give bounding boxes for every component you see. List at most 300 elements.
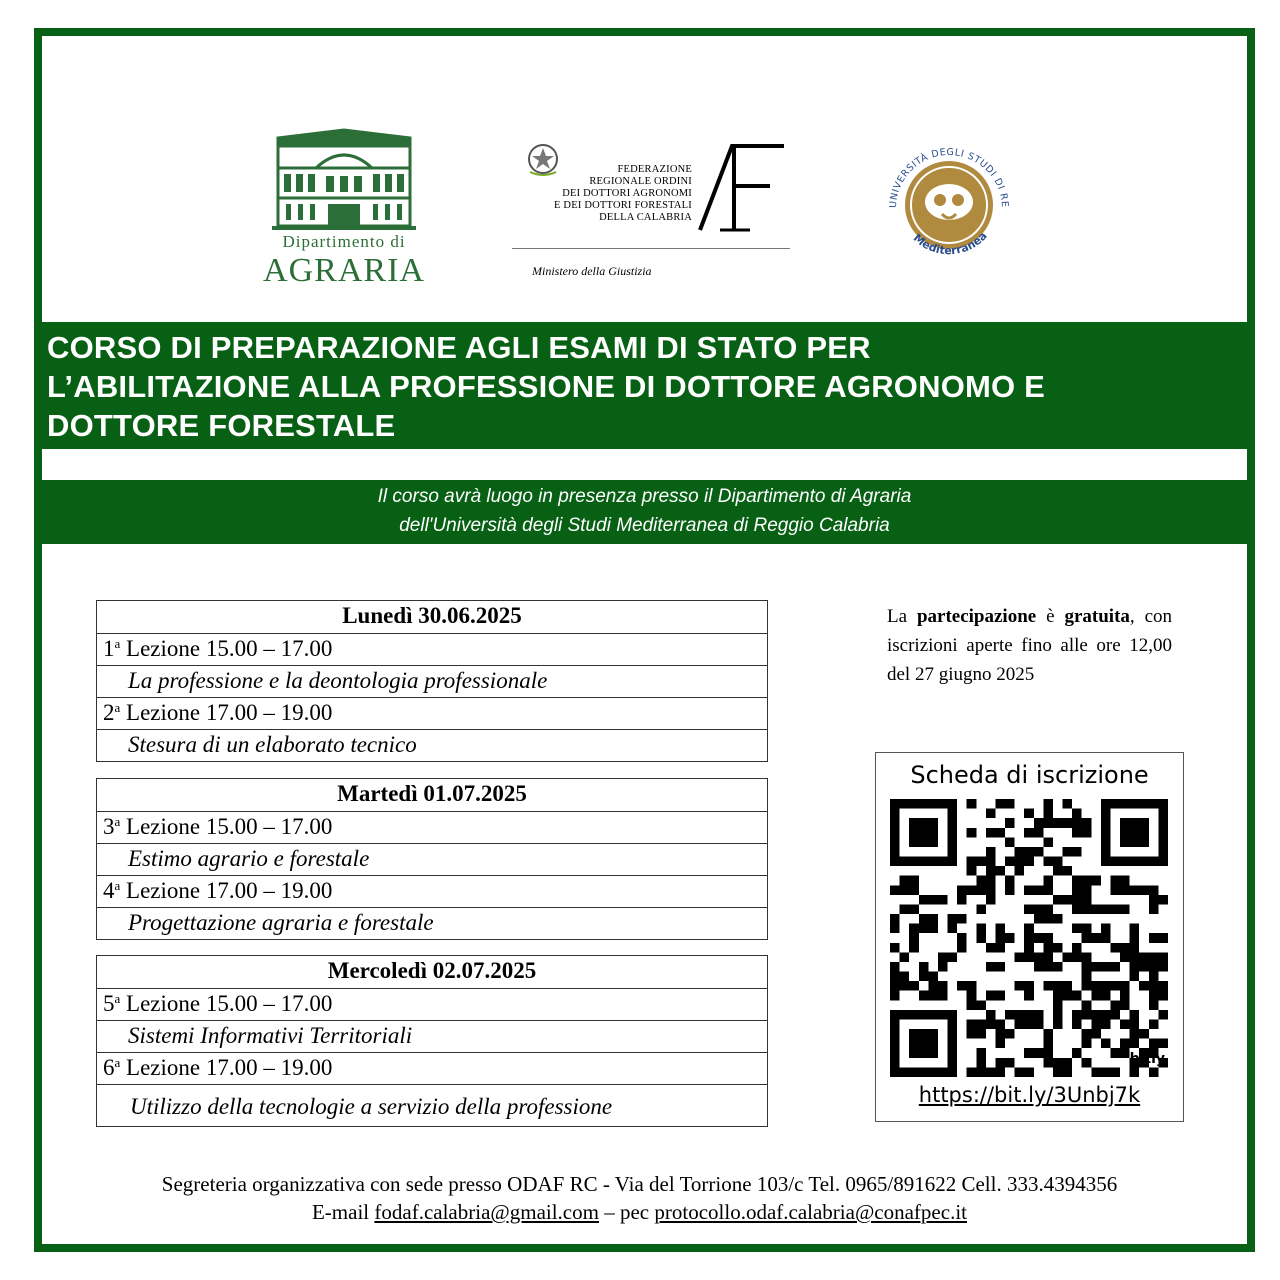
qr-module xyxy=(1024,847,1034,857)
qr-module xyxy=(948,924,958,934)
agraria-building-icon xyxy=(256,128,432,232)
qr-module xyxy=(976,924,986,934)
qr-module xyxy=(1139,952,1149,962)
schedule-day-table xyxy=(96,600,768,762)
agraria-logo-line2: AGRARIA xyxy=(263,252,425,289)
qr-module xyxy=(1158,895,1168,905)
qr-module xyxy=(1120,1019,1130,1029)
qr-module xyxy=(957,943,967,953)
qr-module xyxy=(1053,895,1063,905)
qr-module xyxy=(1005,933,1015,943)
federazione-text xyxy=(542,164,692,224)
qr-module xyxy=(1024,924,1034,934)
qr-module xyxy=(1053,866,1063,876)
qr-module xyxy=(1139,885,1149,895)
qr-module xyxy=(1082,828,1092,838)
qr-module xyxy=(909,924,919,934)
qr-module xyxy=(1101,962,1111,972)
qr-module xyxy=(1063,818,1073,828)
qr-module xyxy=(948,1058,958,1068)
venue-info xyxy=(42,480,1247,544)
qr-module xyxy=(1091,1029,1101,1039)
qr-module xyxy=(986,828,996,838)
qr-module xyxy=(1072,1048,1082,1058)
lesson-number: 4 xyxy=(103,878,115,903)
qr-module xyxy=(1101,809,1111,819)
qr-module xyxy=(986,1019,996,1029)
qr-module xyxy=(948,1010,958,1020)
qr-module xyxy=(1072,847,1082,857)
lesson-time: Lezione 15.00 – 17.00 xyxy=(120,814,333,839)
qr-module xyxy=(1053,1010,1063,1020)
qr-module xyxy=(1024,1067,1034,1077)
qr-module xyxy=(938,962,948,972)
qr-module xyxy=(1024,1019,1034,1029)
qr-module xyxy=(1063,991,1073,1001)
qr-module xyxy=(890,818,900,828)
lesson-topic: Progettazione agraria e forestale xyxy=(97,907,767,939)
qr-module xyxy=(976,876,986,886)
qr-module xyxy=(1072,943,1082,953)
qr-module xyxy=(1120,818,1130,828)
qr-module xyxy=(1024,857,1034,867)
qr-module xyxy=(938,952,948,962)
qr-module xyxy=(995,799,1005,809)
qr-module xyxy=(938,981,948,991)
lesson-ordinal: a xyxy=(114,700,121,715)
qr-module xyxy=(1024,991,1034,1001)
qr-module xyxy=(967,1029,977,1039)
qr-module xyxy=(909,933,919,943)
qr-module xyxy=(1005,1058,1015,1068)
qr-module xyxy=(1110,962,1120,972)
qr-module xyxy=(1034,962,1044,972)
qr-module xyxy=(1120,1039,1130,1049)
qr-module xyxy=(948,837,958,847)
qr-module xyxy=(928,1048,938,1058)
qr-module xyxy=(1024,828,1034,838)
email-link[interactable]: fodaf.calabria@gmail.com xyxy=(374,1200,599,1224)
footer-address: Segreteria organizzativa con sede presso ODAF RC - Via del Torrione 103/c Tel. 0965/891622 Cell. 333.4394356 xyxy=(161,1172,1118,1196)
qr-module xyxy=(900,952,910,962)
qr-module xyxy=(1101,1039,1111,1049)
qr-module xyxy=(1101,981,1111,991)
qr-module xyxy=(967,885,977,895)
qr-module xyxy=(1053,991,1063,1001)
qr-module xyxy=(1110,943,1120,953)
qr-module xyxy=(995,933,1005,943)
qr-module xyxy=(976,1029,986,1039)
qr-module xyxy=(1005,818,1015,828)
qr-module xyxy=(995,1019,1005,1029)
qr-module xyxy=(900,972,910,982)
qr-module xyxy=(1043,933,1053,943)
qr-module xyxy=(1091,1019,1101,1029)
qr-module xyxy=(900,885,910,895)
qr-module xyxy=(928,1067,938,1077)
qr-module xyxy=(1015,857,1025,867)
qr-module xyxy=(909,1039,919,1049)
qr-module xyxy=(1091,904,1101,914)
qr-module xyxy=(928,818,938,828)
qr-module xyxy=(1082,1010,1092,1020)
qr-module xyxy=(938,1010,948,1020)
qr-module xyxy=(928,895,938,905)
qr-module xyxy=(1072,904,1082,914)
qr-module xyxy=(890,1019,900,1029)
federazione-line: FEDERAZIONE xyxy=(617,164,692,175)
qr-module xyxy=(976,1000,986,1010)
qr-module xyxy=(1063,895,1073,905)
qr-module xyxy=(1053,1067,1063,1077)
qr-module xyxy=(1034,952,1044,962)
qr-module xyxy=(928,1029,938,1039)
qr-module xyxy=(1139,1029,1149,1039)
lion-seal-icon xyxy=(874,130,1024,280)
qr-module xyxy=(1120,837,1130,847)
qr-module xyxy=(1082,904,1092,914)
qr-module xyxy=(948,818,958,828)
qr-module xyxy=(948,1019,958,1029)
venue-info-line: Il corso avrà luogo in presenza presso il Dipartimento di Agraria xyxy=(377,486,912,507)
qr-module xyxy=(900,799,910,809)
qr-module xyxy=(909,1067,919,1077)
qr-module xyxy=(890,1029,900,1039)
qr-module xyxy=(957,981,967,991)
qr-module xyxy=(1043,1029,1053,1039)
qr-module xyxy=(1101,924,1111,934)
qr-module xyxy=(890,809,900,819)
qr-module xyxy=(1149,972,1159,982)
qr-module xyxy=(1043,904,1053,914)
qr-module xyxy=(1053,1058,1063,1068)
qr-module xyxy=(948,809,958,819)
qr-module xyxy=(986,1067,996,1077)
qr-module xyxy=(1072,809,1082,819)
qr-module xyxy=(890,799,900,809)
qr-module xyxy=(890,1010,900,1020)
qr-module xyxy=(995,828,1005,838)
qr-module xyxy=(967,1019,977,1029)
qr-module xyxy=(1005,876,1015,886)
qr-module xyxy=(976,904,986,914)
qr-module xyxy=(1110,885,1120,895)
qr-module xyxy=(1149,981,1159,991)
qr-module xyxy=(1034,818,1044,828)
qr-module xyxy=(928,981,938,991)
qr-module xyxy=(1120,981,1130,991)
lesson-row xyxy=(97,811,767,843)
qr-module xyxy=(986,991,996,1001)
qr-module xyxy=(1072,828,1082,838)
qr-module xyxy=(1043,943,1053,953)
qr-module xyxy=(1082,972,1092,982)
qr-module xyxy=(909,1048,919,1058)
qr-module xyxy=(1053,914,1063,924)
qr-module xyxy=(1015,866,1025,876)
qr-module xyxy=(909,828,919,838)
qr-module xyxy=(919,818,929,828)
lesson-number: 5 xyxy=(103,991,115,1016)
participation-bold: gratuita xyxy=(1064,606,1130,627)
qr-module xyxy=(1149,952,1159,962)
qr-module xyxy=(1015,952,1025,962)
qr-module xyxy=(938,857,948,867)
qr-module xyxy=(890,857,900,867)
participation-text: La xyxy=(887,606,917,627)
qr-module xyxy=(1149,933,1159,943)
qr-module xyxy=(1082,981,1092,991)
qr-module xyxy=(1024,943,1034,953)
qr-module xyxy=(909,904,919,914)
qr-module xyxy=(986,943,996,953)
day-heading: Martedì 01.07.2025 xyxy=(337,781,527,806)
qr-module xyxy=(1034,828,1044,838)
qr-module xyxy=(938,895,948,905)
registration-link[interactable]: https://bit.ly/3Unbj7k xyxy=(918,1083,1141,1107)
qr-module xyxy=(1139,837,1149,847)
qr-module xyxy=(890,1048,900,1058)
qr-module xyxy=(1024,1048,1034,1058)
qr-module xyxy=(919,1048,929,1058)
course-title xyxy=(42,322,1247,449)
qr-module xyxy=(1072,924,1082,934)
lesson-time: Lezione 17.00 – 19.00 xyxy=(120,878,333,903)
qr-module xyxy=(919,828,929,838)
qr-module xyxy=(1024,981,1034,991)
qr-module xyxy=(1082,952,1092,962)
af-monogram-icon xyxy=(698,142,788,234)
seal-ring-text: UNIVERSITÀ DEGLI STUDI DI RE xyxy=(887,146,1011,209)
qr-module xyxy=(1120,857,1130,867)
qr-module xyxy=(1130,933,1140,943)
qr-module xyxy=(890,885,900,895)
qr-module xyxy=(890,962,900,972)
lesson-number: 2 xyxy=(103,700,115,725)
day-heading: Lunedì 30.06.2025 xyxy=(342,603,522,628)
lesson-ordinal: a xyxy=(114,1055,121,1070)
qr-module xyxy=(1053,1019,1063,1029)
federazione-line: E DEI DOTTORI FORESTALI xyxy=(553,200,692,211)
qr-module xyxy=(909,799,919,809)
qr-module xyxy=(1063,1058,1073,1068)
qr-module xyxy=(1130,972,1140,982)
ministero-label: Ministero della Giustizia xyxy=(532,264,652,278)
qr-module xyxy=(1149,991,1159,1001)
qr-module xyxy=(900,904,910,914)
qr-module xyxy=(1149,857,1159,867)
qr-module xyxy=(1139,799,1149,809)
qr-module xyxy=(909,837,919,847)
qr-module xyxy=(1130,924,1140,934)
qr-module xyxy=(1043,857,1053,867)
qr-module xyxy=(919,1039,929,1049)
lesson-row xyxy=(97,633,767,665)
qr-module xyxy=(995,924,1005,934)
qr-module xyxy=(909,818,919,828)
qr-module xyxy=(1053,857,1063,867)
qr-module xyxy=(1091,1010,1101,1020)
qr-module xyxy=(995,1029,1005,1039)
lesson-topic: Estimo agrario e forestale xyxy=(97,843,767,875)
qr-module xyxy=(1130,837,1140,847)
qr-module xyxy=(1034,1019,1044,1029)
qr-module xyxy=(1158,809,1168,819)
qr-module xyxy=(928,924,938,934)
universita-seal xyxy=(874,130,1024,280)
qr-module xyxy=(957,933,967,943)
qr-module xyxy=(1024,1010,1034,1020)
qr-module xyxy=(1072,991,1082,1001)
qr-module xyxy=(967,799,977,809)
lesson-row xyxy=(97,875,767,907)
participation-note xyxy=(887,602,1172,689)
qr-module xyxy=(1015,1019,1025,1029)
qr-module xyxy=(948,1067,958,1077)
qr-module xyxy=(890,972,900,982)
qr-module xyxy=(1101,828,1111,838)
qr-module xyxy=(1158,828,1168,838)
qr-module xyxy=(1149,1067,1159,1077)
qr-module xyxy=(1063,952,1073,962)
qr-module xyxy=(1005,1029,1015,1039)
qr-module xyxy=(1120,876,1130,886)
qr-module xyxy=(967,857,977,867)
qr-module xyxy=(1101,1019,1111,1029)
qr-module xyxy=(1120,1000,1130,1010)
qr-module xyxy=(1101,933,1111,943)
federazione-line: DEI DOTTORI AGRONOMI xyxy=(562,188,692,199)
qr-module xyxy=(938,1067,948,1077)
qr-module xyxy=(928,1039,938,1049)
qr-module xyxy=(1091,981,1101,991)
qr-module xyxy=(1034,914,1044,924)
qr-module xyxy=(1158,1039,1168,1049)
qr-module xyxy=(1053,962,1063,972)
qr-module xyxy=(1149,885,1159,895)
qr-module xyxy=(1043,799,1053,809)
qr-module xyxy=(1082,924,1092,934)
qr-module xyxy=(1072,1010,1082,1020)
qr-module xyxy=(1005,837,1015,847)
qr-module xyxy=(1149,904,1159,914)
qr-module xyxy=(1043,962,1053,972)
qr-module xyxy=(1110,904,1120,914)
qr-module xyxy=(1110,981,1120,991)
pec-link[interactable]: protocollo.odaf.calabria@conafpec.it xyxy=(654,1200,967,1224)
qr-module xyxy=(1149,1039,1159,1049)
qr-module xyxy=(1101,837,1111,847)
qr-module xyxy=(1120,952,1130,962)
qr-module xyxy=(909,1010,919,1020)
qr-module xyxy=(957,895,967,905)
lesson-time: Lezione 15.00 – 17.00 xyxy=(120,991,333,1016)
qr-module xyxy=(1101,904,1111,914)
qr-module xyxy=(995,866,1005,876)
qr-module xyxy=(995,1039,1005,1049)
qr-module xyxy=(919,991,929,1001)
qr-module xyxy=(1053,818,1063,828)
qr-module xyxy=(976,933,986,943)
qr-module xyxy=(1158,857,1168,867)
lesson-row xyxy=(97,697,767,729)
lesson-ordinal: a xyxy=(114,636,121,651)
qr-module xyxy=(948,857,958,867)
qr-module xyxy=(1043,818,1053,828)
qr-module xyxy=(1024,809,1034,819)
pec-label: – pec xyxy=(598,1200,655,1224)
lesson-topic: Sistemi Informativi Territoriali xyxy=(97,1020,767,1052)
qr-module xyxy=(890,981,900,991)
qr-module xyxy=(1082,1029,1092,1039)
qr-module xyxy=(1043,876,1053,886)
lesson-number: 6 xyxy=(103,1055,115,1080)
qr-module xyxy=(1015,1067,1025,1077)
qr-module xyxy=(890,1058,900,1068)
qr-module xyxy=(995,1067,1005,1077)
qr-module xyxy=(948,952,958,962)
qr-module xyxy=(928,828,938,838)
schedule-day-table xyxy=(96,778,768,940)
qr-module xyxy=(1158,847,1168,857)
qr-module xyxy=(1130,1029,1140,1039)
qr-code[interactable] xyxy=(890,799,1168,1077)
qr-module xyxy=(1043,1039,1053,1049)
qr-module xyxy=(928,799,938,809)
qr-module xyxy=(1149,895,1159,905)
qr-module xyxy=(1091,1067,1101,1077)
qr-module xyxy=(957,885,967,895)
qr-module xyxy=(948,828,958,838)
qr-module xyxy=(1139,857,1149,867)
qr-module xyxy=(890,1039,900,1049)
qr-module xyxy=(1063,1067,1073,1077)
qr-module xyxy=(1063,799,1073,809)
qr-module xyxy=(1091,991,1101,1001)
qr-module xyxy=(1005,857,1015,867)
qr-module xyxy=(1130,952,1140,962)
federazione-line: DELLA CALABRIA xyxy=(599,212,692,223)
footer-email-line xyxy=(42,1198,1237,1226)
qr-module xyxy=(1043,885,1053,895)
qr-module xyxy=(1139,818,1149,828)
qr-module xyxy=(919,924,929,934)
qr-module xyxy=(1015,1010,1025,1020)
qr-module xyxy=(1130,828,1140,838)
qr-module xyxy=(957,914,967,924)
qr-module xyxy=(919,799,929,809)
qr-module xyxy=(1110,799,1120,809)
qr-module xyxy=(1034,1048,1044,1058)
qr-module xyxy=(1139,828,1149,838)
qr-module xyxy=(938,799,948,809)
qr-module xyxy=(976,857,986,867)
qr-module xyxy=(1130,1039,1140,1049)
lesson-topic: Utilizzo della tecnologie a servizio della professione xyxy=(97,1084,767,1126)
qr-module xyxy=(1158,933,1168,943)
qr-module xyxy=(1082,876,1092,886)
qr-module xyxy=(1034,933,1044,943)
qr-module xyxy=(1120,904,1130,914)
qr-module xyxy=(890,943,900,953)
qr-module xyxy=(948,799,958,809)
qr-module xyxy=(1063,847,1073,857)
qr-module xyxy=(1091,876,1101,886)
lesson-row xyxy=(97,988,767,1020)
qr-module xyxy=(919,962,929,972)
qr-module xyxy=(900,1067,910,1077)
qr-module xyxy=(1043,837,1053,847)
